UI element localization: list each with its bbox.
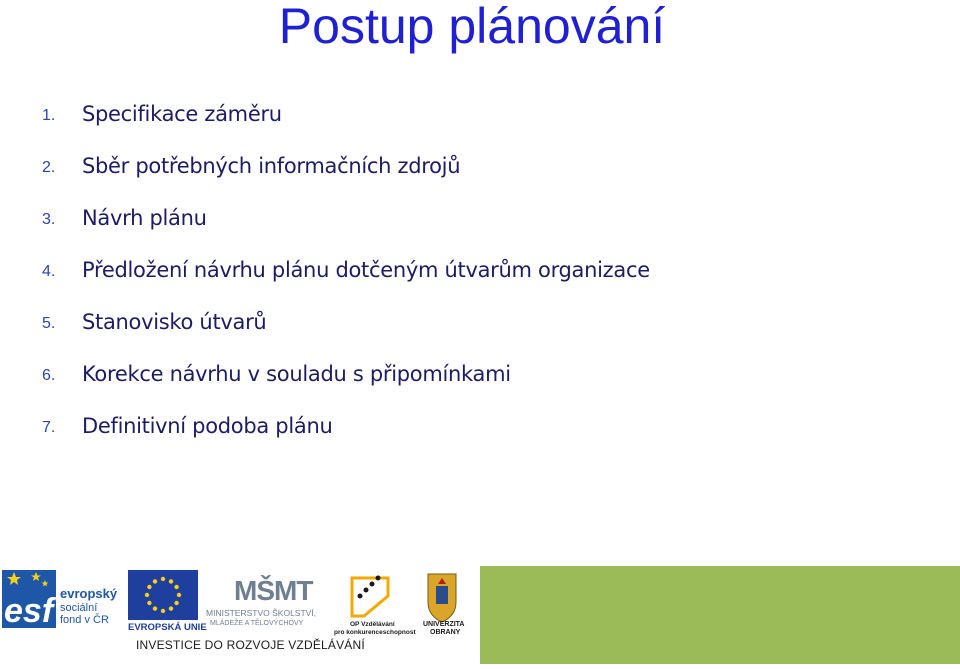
list-item-text: Specifikace záměru (82, 102, 282, 126)
list-item-number: 5. (42, 315, 56, 332)
footer-caption: INVESTICE DO ROZVOJE VZDĚLÁVÁNÍ (136, 638, 365, 652)
esf-line-2: sociální (60, 602, 98, 614)
msmt-logo (206, 574, 316, 627)
esf-line-3: fond v ČR (60, 614, 109, 626)
unob-line-1: UNIVERZITA (423, 621, 465, 628)
green-block (480, 566, 960, 664)
list-item-number: 2. (42, 159, 56, 176)
msmt-line-2: MLÁDEŽE A TĚLOVÝCHOVY (210, 620, 304, 627)
list-item-number: 4. (42, 263, 56, 280)
list-item-number: 3. (42, 211, 56, 228)
unob-logo (423, 574, 464, 636)
list-item-text: Předložení návrhu plánu dotčeným útvarům organizace (82, 258, 650, 282)
eu-logo (128, 570, 207, 633)
list-item-text: Korekce návrhu v souladu s připomínkami (82, 362, 511, 386)
msmt-line-1: MINISTERSTVO ŠKOLSTVÍ, (206, 608, 317, 618)
op-line-1: OP Vzdělávání (350, 621, 395, 628)
eu-label: EVROPSKÁ UNIE (128, 622, 207, 633)
esf-logo (2, 570, 118, 630)
slide-title: Postup plánování (278, 0, 666, 54)
list-item-number: 6. (42, 367, 56, 384)
esf-mark: esf (4, 592, 54, 630)
esf-line-1: evropský (60, 586, 118, 601)
list-item-number: 7. (42, 419, 56, 436)
unob-line-2: OBRANY (430, 629, 461, 636)
msmt-mark: MŠMT (234, 575, 313, 606)
list-item-text: Návrh plánu (82, 206, 207, 230)
op-logo (334, 576, 416, 637)
list-item-text: Stanovisko útvarů (82, 310, 267, 334)
footer-logo-bar (0, 566, 960, 664)
list-item-text: Definitivní podoba plánu (82, 414, 333, 438)
op-line-2: pro konkurenceschopnost (334, 629, 416, 636)
logo-strip (0, 566, 478, 664)
list-item-text: Sběr potřebných informačních zdrojů (82, 154, 461, 178)
list-item-number: 1. (42, 107, 56, 124)
